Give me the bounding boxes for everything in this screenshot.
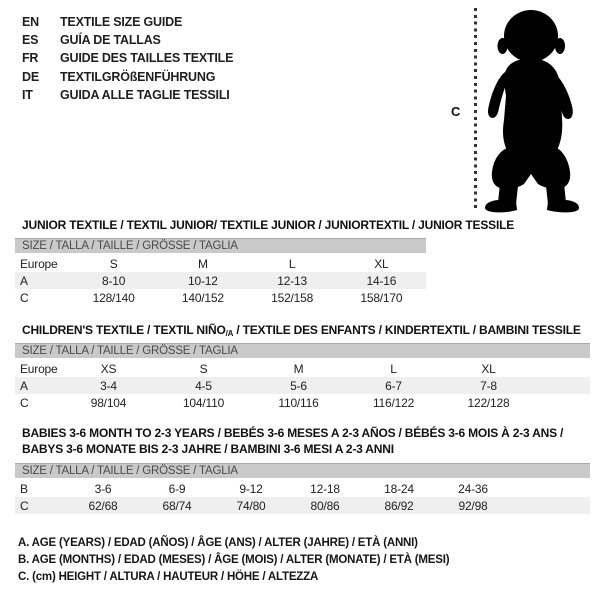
lang-row-it [22,86,233,104]
spacer-cell [510,479,590,497]
size-cell: S [199,361,208,376]
size-cell: XL [374,256,389,271]
section-title-children-sub: /A [225,329,234,338]
size-cell: L [390,361,397,376]
section-title-children-pre: CHILDREN'S TEXTILE / TEXTIL NIÑO [22,323,226,337]
section-title-children [22,323,581,338]
lang-code: ES [22,33,39,48]
lang-label: GUÍA DE TALLAS [60,33,161,48]
size-cell: M [197,256,208,271]
lang-code: DE [22,69,39,84]
table-row-height [15,497,590,514]
size-cell: 12-13 [248,272,337,289]
size-cell: 4-5 [156,377,251,394]
size-cell: M [293,361,304,376]
footnote-a: A. AGE (YEARS) / EDAD (AÑOS) / ÂGE (ANS) / ALTER (JAHRE) / ETÀ (ANNI) [18,537,418,549]
table-row-europe [15,254,426,272]
size-cell: 116/122 [372,395,415,410]
size-cell: 6-9 [168,481,186,496]
lang-code: IT [22,87,33,102]
height-marker-label: C [451,104,461,119]
table-row-age [15,377,590,394]
size-cell: 6-7 [346,377,441,394]
size-cell: L [288,256,296,271]
size-cell: 18-24 [384,481,414,496]
size-cell: XL [481,361,496,376]
lang-row-fr [22,49,233,67]
size-cell: 5-6 [251,377,346,394]
spacer-cell [536,359,590,377]
size-cell: 68/74 [140,497,214,514]
row-label: C [20,395,29,410]
spacer-cell [536,377,590,394]
language-title-list [22,13,233,104]
row-label: A [15,272,69,289]
lang-row-en [22,13,233,31]
size-cell: 158/170 [360,290,403,305]
section-title-babies-line1: BABIES 3-6 MONTH TO 2-3 YEARS / BEBÉS 3-6 MESES A 2-3 AÑOS / BÉBÉS 3-6 MOIS À 2-3 ANS / [22,426,564,440]
size-cell: 9-12 [239,481,263,496]
lang-label: GUIDE DES TAILLES TEXTILE [60,51,234,66]
lang-label: TEXTILE SIZE GUIDE [60,15,183,29]
size-cell: 86/92 [362,497,436,514]
footnote-c: C. (cm) HEIGHT / ALTURA / HAUTEUR / HÖHE / ALTEZZA [18,571,319,584]
row-label: Europe [20,256,58,271]
lang-code: FR [22,51,39,66]
lang-row-de [22,68,233,86]
footnote-legend [18,535,449,587]
row-label: A [15,377,61,394]
size-cell: S [109,256,118,271]
size-cell: 10-12 [158,272,247,289]
section-title-children-post: / TEXTILE DES ENFANTS / KINDERTEXTIL / BAMBINI TESSILE [233,323,581,337]
footnote-b: B. AGE (MONTHS) / EDAD (MESES) / ÂGE (MOIS) / ALTER (MONATE) / ETÀ (MESI) [18,554,450,567]
size-cell: 3-6 [94,481,112,496]
lang-row-es [22,31,233,49]
size-cell: 3-4 [61,377,156,394]
size-cell: 80/86 [288,497,362,514]
size-cell: XS [100,361,117,376]
table-row-europe [15,359,590,377]
row-label: B [20,481,28,496]
lang-label: TEXTILGRÖßENFÜHRUNG [60,69,216,84]
row-label: Europe [20,361,58,376]
size-header-bar: SIZE / TALLA / TAILLE / GRÖSSE / TAGLIA [15,239,426,255]
children-size-table [15,343,590,411]
size-cell: 152/158 [271,290,314,305]
section-title-babies-line2: BABYS 3-6 MONATE BIS 2-3 JAHRE / BAMBINI 3-6 MESI A 2-3 ANNI [22,442,394,456]
size-cell: 14-16 [337,272,426,289]
junior-size-table [15,238,426,306]
table-row-age [15,272,426,289]
size-cell: 7-8 [441,377,536,394]
table-row-height [15,289,426,306]
row-label: C [15,497,66,514]
size-cell: 98/104 [90,395,127,410]
size-cell: 62/68 [66,497,140,514]
spacer-cell [536,394,590,411]
size-cell: 140/152 [181,290,224,305]
lang-code: EN [22,15,39,29]
section-title-babies [22,425,563,457]
lang-label: GUIDA ALLE TAGLIE TESSILI [60,87,230,102]
size-cell: 8-10 [69,272,158,289]
toddler-silhouette-image [480,8,593,213]
height-dashed-line [474,8,477,212]
size-cell: 12-18 [310,481,340,496]
size-cell: 92/98 [436,497,510,514]
size-cell: 122/128 [467,395,510,410]
size-cell: 24-36 [458,481,488,496]
row-label: C [20,290,29,305]
size-header-bar: SIZE / TALLA / TAILLE / GRÖSSE / TAGLIA [15,344,590,360]
size-cell: 104/110 [182,395,225,410]
table-row-height [15,394,590,411]
size-cell: 128/140 [92,290,135,305]
size-cell: 74/80 [214,497,288,514]
size-header-bar: SIZE / TALLA / TAILLE / GRÖSSE / TAGLIA [15,464,590,480]
size-cell: 110/116 [278,395,319,410]
spacer-cell [510,497,590,514]
babies-size-table [15,463,590,514]
table-row-months [15,479,590,497]
section-title-junior: JUNIOR TEXTILE / TEXTIL JUNIOR/ TEXTILE JUNIOR / JUNIORTEXTIL / JUNIOR TESSILE [22,218,515,232]
